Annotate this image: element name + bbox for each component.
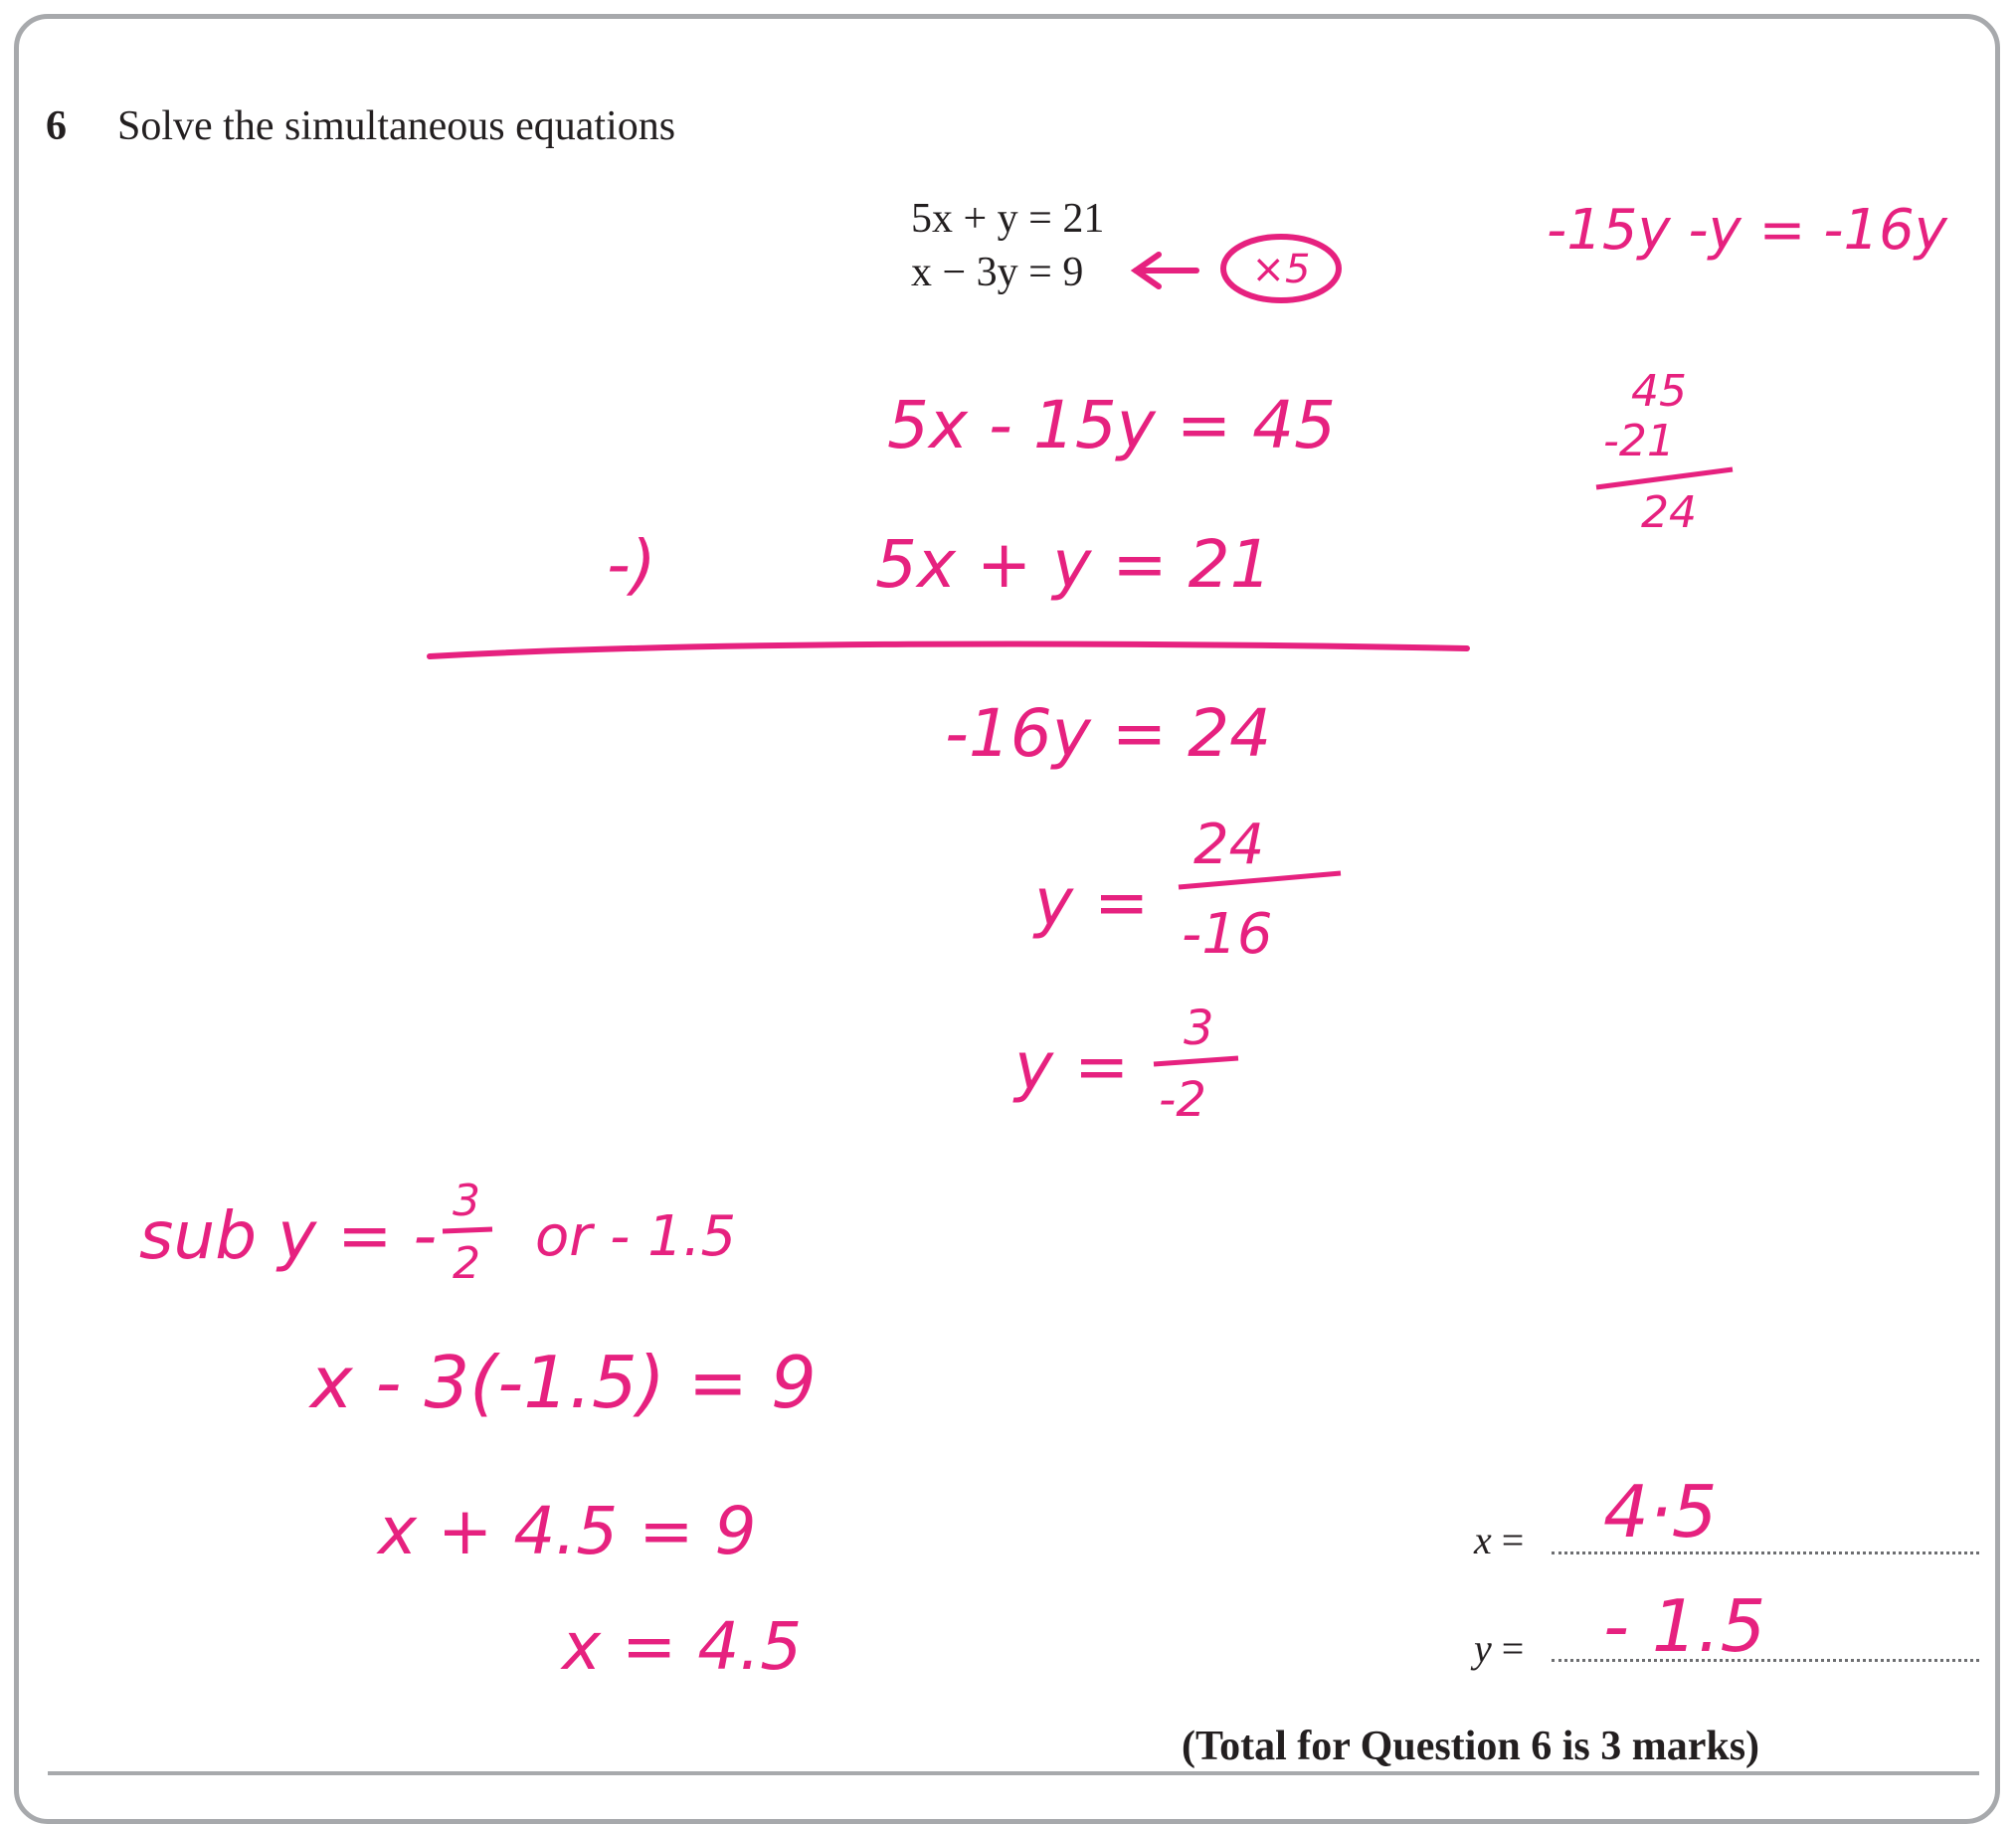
arrow-mark [1136, 255, 1196, 286]
work-line-4-den: -16 [1182, 902, 1273, 967]
total-marks: (Total for Question 6 is 3 marks) [1182, 1724, 1760, 1769]
work-line-3: -16y = 24 [945, 695, 1272, 772]
side-calc-top: 45 [1631, 366, 1687, 417]
answer-x-equals: = [1501, 1518, 1525, 1562]
subtract-rule [430, 643, 1467, 656]
sub-den: 2 [453, 1238, 480, 1289]
minus-mark: -) [607, 526, 656, 603]
sub-suffix: or - 1.5 [535, 1204, 737, 1269]
work-line-5-left: y = [1014, 1028, 1130, 1105]
answer-x-value: 4·5 [1603, 1470, 1718, 1553]
side-calc-mid: -21 [1603, 416, 1675, 466]
equation-1: 5x + y = 21 [911, 196, 1105, 242]
side-calc-result: 24 [1641, 487, 1697, 538]
multiply-note: ×5 [1251, 247, 1311, 292]
work-sub-3: x = 4.5 [562, 1608, 803, 1685]
work-line-1: 5x - 15y = 45 [887, 387, 1337, 463]
answer-y-var: y [1474, 1626, 1492, 1671]
fraction-bar-3 [443, 1229, 492, 1231]
answer-y-value: - 1.5 [1603, 1584, 1766, 1668]
side-note: -15y -y = -16y [1547, 198, 1947, 263]
equation-2: x − 3y = 9 [911, 250, 1084, 295]
answer-x-var: x [1474, 1518, 1492, 1562]
work-line-2: 5x + y = 21 [875, 526, 1272, 603]
question-prompt: Solve the simultaneous equations [117, 103, 676, 149]
work-sub-2: x + 4.5 = 9 [378, 1493, 757, 1569]
work-line-4-num: 24 [1193, 813, 1265, 877]
sub-prefix: sub y = - [139, 1197, 438, 1274]
sub-num: 3 [453, 1176, 480, 1226]
side-calc-rule [1596, 469, 1733, 487]
work-sub-1: x - 3(-1.5) = 9 [310, 1341, 817, 1424]
fraction-bar-2 [1154, 1058, 1238, 1064]
question-number: 6 [46, 103, 67, 149]
work-line-5-num: 3 [1184, 1001, 1214, 1056]
answer-y-equals: = [1501, 1626, 1525, 1671]
work-line-5-den: -2 [1159, 1072, 1206, 1128]
work-line-4-left: y = [1034, 864, 1150, 941]
